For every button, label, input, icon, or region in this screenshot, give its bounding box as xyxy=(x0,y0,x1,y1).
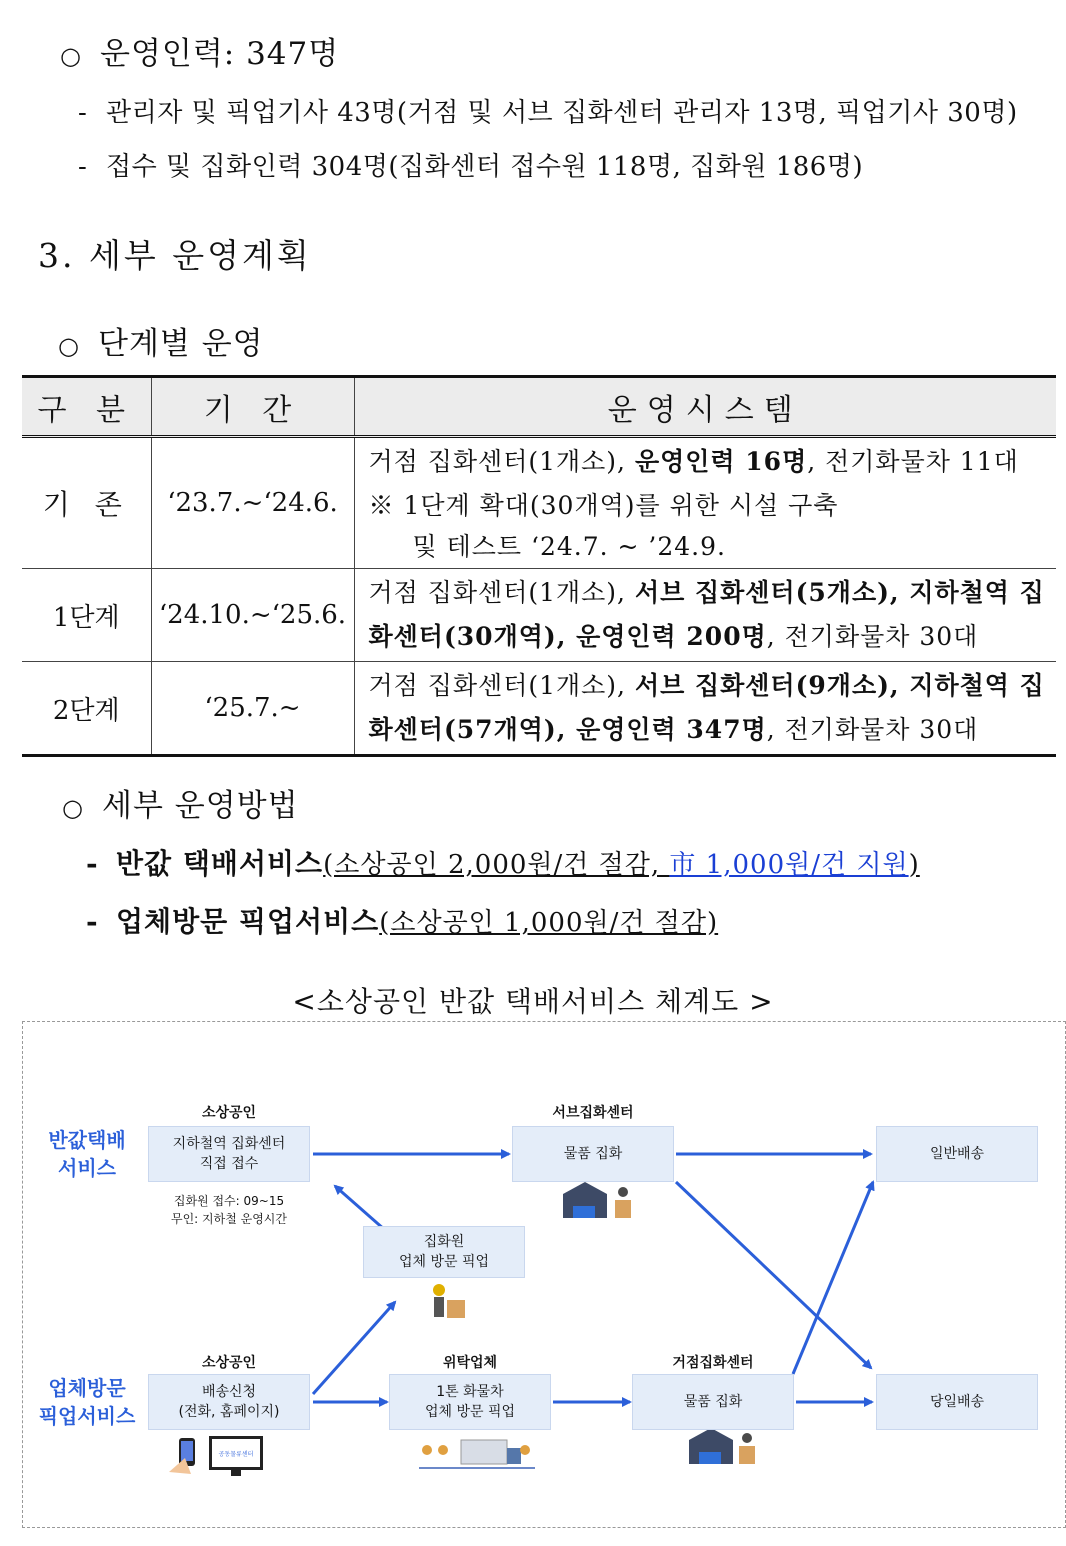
diagram-caption: <소상공인 반값 택배서비스 체계도 > xyxy=(292,985,774,1018)
service-label-half-price: 반값택배 서비스 xyxy=(48,1128,126,1180)
merchant-label: 소상공인 xyxy=(201,1355,257,1371)
method-item-1: - 반값 택배서비스(소상공인 2,000원/건 절감, 市 1,000원/건 지원) xyxy=(86,847,920,880)
table-row xyxy=(22,437,1056,569)
monitor-icon xyxy=(209,1436,263,1476)
note-line-1: ※ 1단계 확대(30개역)를 위한 시설 구축 xyxy=(368,491,839,520)
methods-title: 세부 운영방법 xyxy=(102,788,299,824)
bullet-circle: ○ xyxy=(58,332,80,360)
truck-icon xyxy=(419,1440,535,1468)
flow-arrows xyxy=(23,1022,1066,1529)
same-day-delivery-box: 당일배송 xyxy=(876,1374,1038,1430)
methods-heading xyxy=(62,780,299,825)
personnel-item-2: - 접수 및 집화인력 304명(집화센터 접수원 118명, 집화원 186명) xyxy=(78,152,864,182)
section-title: 3. 세부 운영계획 xyxy=(38,236,312,275)
bullet-circle: ○ xyxy=(60,42,82,70)
monitor-site-text: 공동물류센터 xyxy=(218,1451,254,1458)
hub-center-label: 거점집화센터 xyxy=(672,1355,754,1371)
consignee-label: 위탁업체 xyxy=(442,1355,498,1371)
courier-icon xyxy=(433,1284,465,1318)
hours-line-1: 집화원 접수: 09~15 xyxy=(173,1194,285,1208)
sub-center-label: 서브집화센터 xyxy=(552,1105,634,1121)
stage-cell: 1단계 xyxy=(22,569,151,662)
hours-line-2: 무인: 지하철 운영시간 xyxy=(170,1212,287,1226)
stage-cell: 2단계 xyxy=(22,662,151,756)
note-line-2: 및 테스트 ‘24.7. ~ ’24.9. xyxy=(412,532,726,561)
stages-title: 단계별 운영 xyxy=(98,326,264,362)
sub-center-box: 물품 집화 xyxy=(512,1126,674,1182)
header-category: 구 분 xyxy=(22,377,151,437)
collector-pickup-box: 집화원 업체 방문 픽업 xyxy=(363,1226,525,1278)
period-cell: ‘23.7.~‘24.6. xyxy=(151,437,354,569)
stage-cell: 기 존 xyxy=(22,437,151,569)
period-cell: ‘24.10.~‘25.6. xyxy=(151,569,354,662)
table-row xyxy=(22,569,1056,662)
header-period: 기 간 xyxy=(151,377,354,437)
warehouse-icon xyxy=(689,1428,755,1464)
method-1-label: 반값 택배서비스 xyxy=(116,847,324,880)
bullet-circle: ○ xyxy=(62,794,84,822)
phone-icon xyxy=(169,1438,195,1474)
header-system: 운영시스템 xyxy=(354,377,1056,437)
method-item-2: - 업체방문 픽업서비스(소상공인 1,000원/건 절감) xyxy=(86,905,719,938)
system-cell: 거점 집화센터(1개소), 서브 집화센터(5개소), 지하철역 집화센터(30개역), 운영인력 200명, 전기화물차 30대 xyxy=(354,569,1056,662)
period-cell: ‘25.7.~ xyxy=(151,662,354,756)
warehouse-icon xyxy=(563,1182,631,1218)
subway-drop-box: 지하철역 집화센터 직접 접수 xyxy=(148,1126,310,1182)
service-label-pickup: 업체방문 픽업서비스 xyxy=(38,1376,136,1428)
general-delivery-box: 일반배송 xyxy=(876,1126,1038,1182)
table-row xyxy=(22,662,1056,756)
personnel-title: 운영인력: 347명 xyxy=(100,36,340,72)
delivery-request-box: 배송신청 (전화, 홈페이지) xyxy=(148,1374,310,1430)
hub-center-box: 물품 집화 xyxy=(632,1374,794,1430)
method-2-label: 업체방문 픽업서비스 xyxy=(116,905,380,938)
personnel-item-1: - 관리자 및 픽업기사 43명(거점 및 서브 집화센터 관리자 13명, 픽업기사 30명) xyxy=(78,98,1018,128)
system-cell: 거점 집화센터(1개소), 운영인력 16명, 전기화물차 11대 ※ 1단계 확대(30개역)를 위한 시설 구축 및 테스트 ‘24.7. ~ ’24.9. xyxy=(354,437,1056,569)
stage-plan-table xyxy=(22,375,1056,757)
system-cell: 거점 집화센터(1개소), 서브 집화센터(9개소), 지하철역 집화센터(57개역), 운영인력 347명, 전기화물차 30대 xyxy=(354,662,1056,756)
merchant-label: 소상공인 xyxy=(201,1105,257,1121)
stages-heading xyxy=(58,318,264,363)
truck-pickup-box: 1톤 화물차 업체 방문 픽업 xyxy=(389,1374,551,1430)
personnel-heading xyxy=(60,28,339,73)
service-flow-diagram xyxy=(22,1021,1066,1528)
